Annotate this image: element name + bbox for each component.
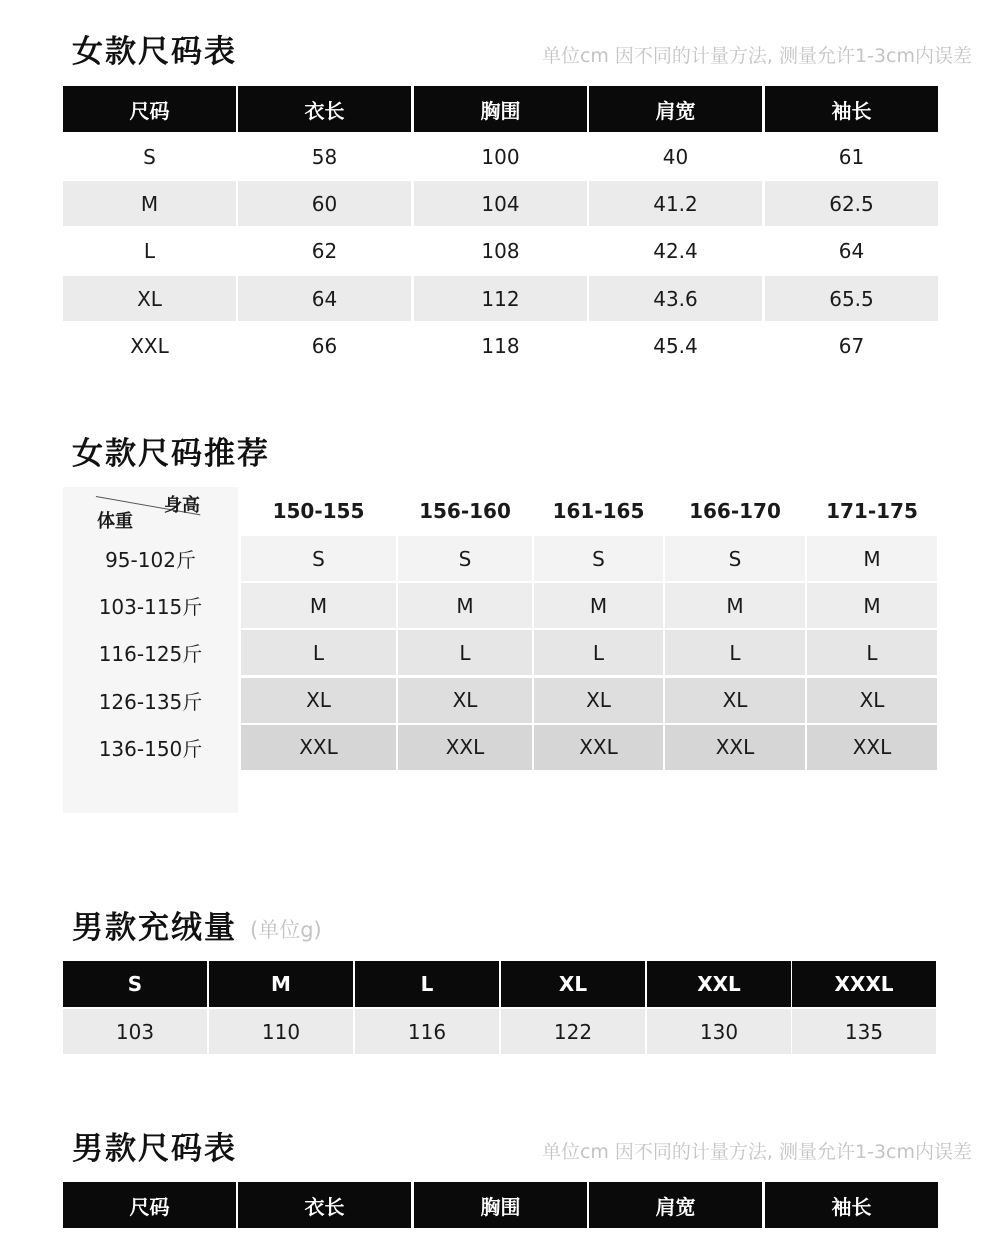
fill-value: 103 (63, 1009, 207, 1054)
corner-height-label: 身高 (164, 495, 200, 516)
weight-range: 126-135斤 (98, 689, 203, 714)
corner-weight-label: 体重 (97, 511, 133, 532)
women-size-note: 单位cm 因不同的计量方法, 测量允许1-3cm内误差 (541, 45, 972, 67)
recommended-size: L (665, 630, 805, 675)
header-4: 肩宽 (589, 86, 762, 132)
fill-size-header: XXL (647, 961, 791, 1007)
weight-range: 136-150斤 (98, 736, 203, 761)
height-range: 161-165 (552, 498, 645, 523)
size-cell: 45.4 (653, 334, 698, 359)
size-cell: 112 (414, 276, 587, 321)
header-5: 袖长 (765, 86, 938, 132)
size-cell: 104 (414, 181, 587, 226)
recommended-size: XXL (398, 725, 532, 770)
men-size-note: 单位cm 因不同的计量方法, 测量允许1-3cm内误差 (541, 1141, 972, 1163)
weight-range: 95-102斤 (105, 548, 196, 572)
recommended-size: L (807, 630, 937, 675)
women-size-title: 女款尺码表 (72, 34, 237, 70)
recommended-size: M (241, 583, 396, 628)
size-cell: 61 (838, 144, 865, 169)
size-cell: 64 (838, 239, 865, 264)
men-fill-title: 男款充绒量 (72, 910, 237, 946)
women-recommend-title: 女款尺码推荐 (72, 436, 270, 472)
header-4: 肩宽 (589, 1182, 762, 1228)
recommended-size: M (807, 536, 937, 581)
fill-value: 110 (209, 1009, 353, 1054)
recommended-size: L (534, 630, 663, 675)
size-cell: L (143, 239, 156, 264)
size-cell: 41.2 (589, 181, 762, 226)
header-2: 衣长 (238, 86, 411, 132)
header-3: 胸围 (414, 1182, 587, 1228)
weight-range: 103-115斤 (98, 595, 203, 620)
recommended-size: XXL (807, 725, 937, 770)
fill-value: 122 (501, 1009, 645, 1054)
men-fill-subtitle: (单位g) (250, 918, 322, 942)
size-cell: 100 (481, 144, 520, 169)
header-3: 胸围 (414, 86, 587, 132)
fill-size-header: M (209, 961, 353, 1007)
recommended-size: M (665, 583, 805, 628)
size-cell: 42.4 (653, 239, 698, 264)
size-cell: 118 (481, 334, 520, 359)
size-cell: 64 (238, 276, 411, 321)
size-cell: 66 (311, 334, 338, 359)
height-range: 171-175 (826, 498, 918, 523)
men-size-title: 男款尺码表 (72, 1131, 237, 1167)
header-5: 袖长 (765, 1182, 938, 1228)
size-cell: 62.5 (765, 181, 938, 226)
size-cell: 40 (662, 144, 689, 169)
size-cell: 60 (238, 181, 411, 226)
header-1: 尺码 (63, 1182, 236, 1228)
recommended-size: XXL (665, 725, 805, 770)
header-2: 衣长 (238, 1182, 411, 1228)
size-cell: XXL (130, 334, 169, 359)
recommended-size: S (534, 536, 663, 581)
recommended-size: XL (807, 678, 937, 723)
recommended-size: M (807, 583, 937, 628)
size-cell: S (143, 144, 156, 169)
fill-value: 135 (792, 1009, 936, 1054)
recommended-size: L (398, 630, 532, 675)
recommended-size: S (398, 536, 532, 581)
fill-size-header: S (63, 961, 207, 1007)
height-range: 156-160 (419, 498, 511, 523)
fill-size-header: L (355, 961, 499, 1007)
size-cell: M (63, 181, 236, 226)
recommended-size: XXL (241, 725, 396, 770)
weight-range: 116-125斤 (98, 642, 203, 667)
header-1: 尺码 (63, 86, 236, 132)
size-cell: 67 (838, 334, 865, 359)
recommended-size: M (398, 583, 532, 628)
recommended-size: XL (398, 678, 532, 723)
recommended-size: S (665, 536, 805, 581)
recommended-size: L (241, 630, 396, 675)
height-range: 150-155 (272, 498, 365, 523)
height-range: 166-170 (689, 498, 781, 523)
size-cell: 108 (481, 239, 520, 264)
size-cell: 43.6 (589, 276, 762, 321)
fill-size-header: XXXL (792, 961, 936, 1007)
recommended-size: M (534, 583, 663, 628)
recommended-size: XL (241, 678, 396, 723)
fill-value: 116 (355, 1009, 499, 1054)
recommended-size: XL (534, 678, 663, 723)
fill-value: 130 (647, 1009, 791, 1054)
size-cell: 58 (311, 144, 338, 169)
size-cell: 62 (311, 239, 338, 264)
recommended-size: XL (665, 678, 805, 723)
recommended-size: S (241, 536, 396, 581)
recommended-size: XXL (534, 725, 663, 770)
fill-size-header: XL (501, 961, 645, 1007)
size-cell: XL (63, 276, 236, 321)
size-cell: 65.5 (765, 276, 938, 321)
